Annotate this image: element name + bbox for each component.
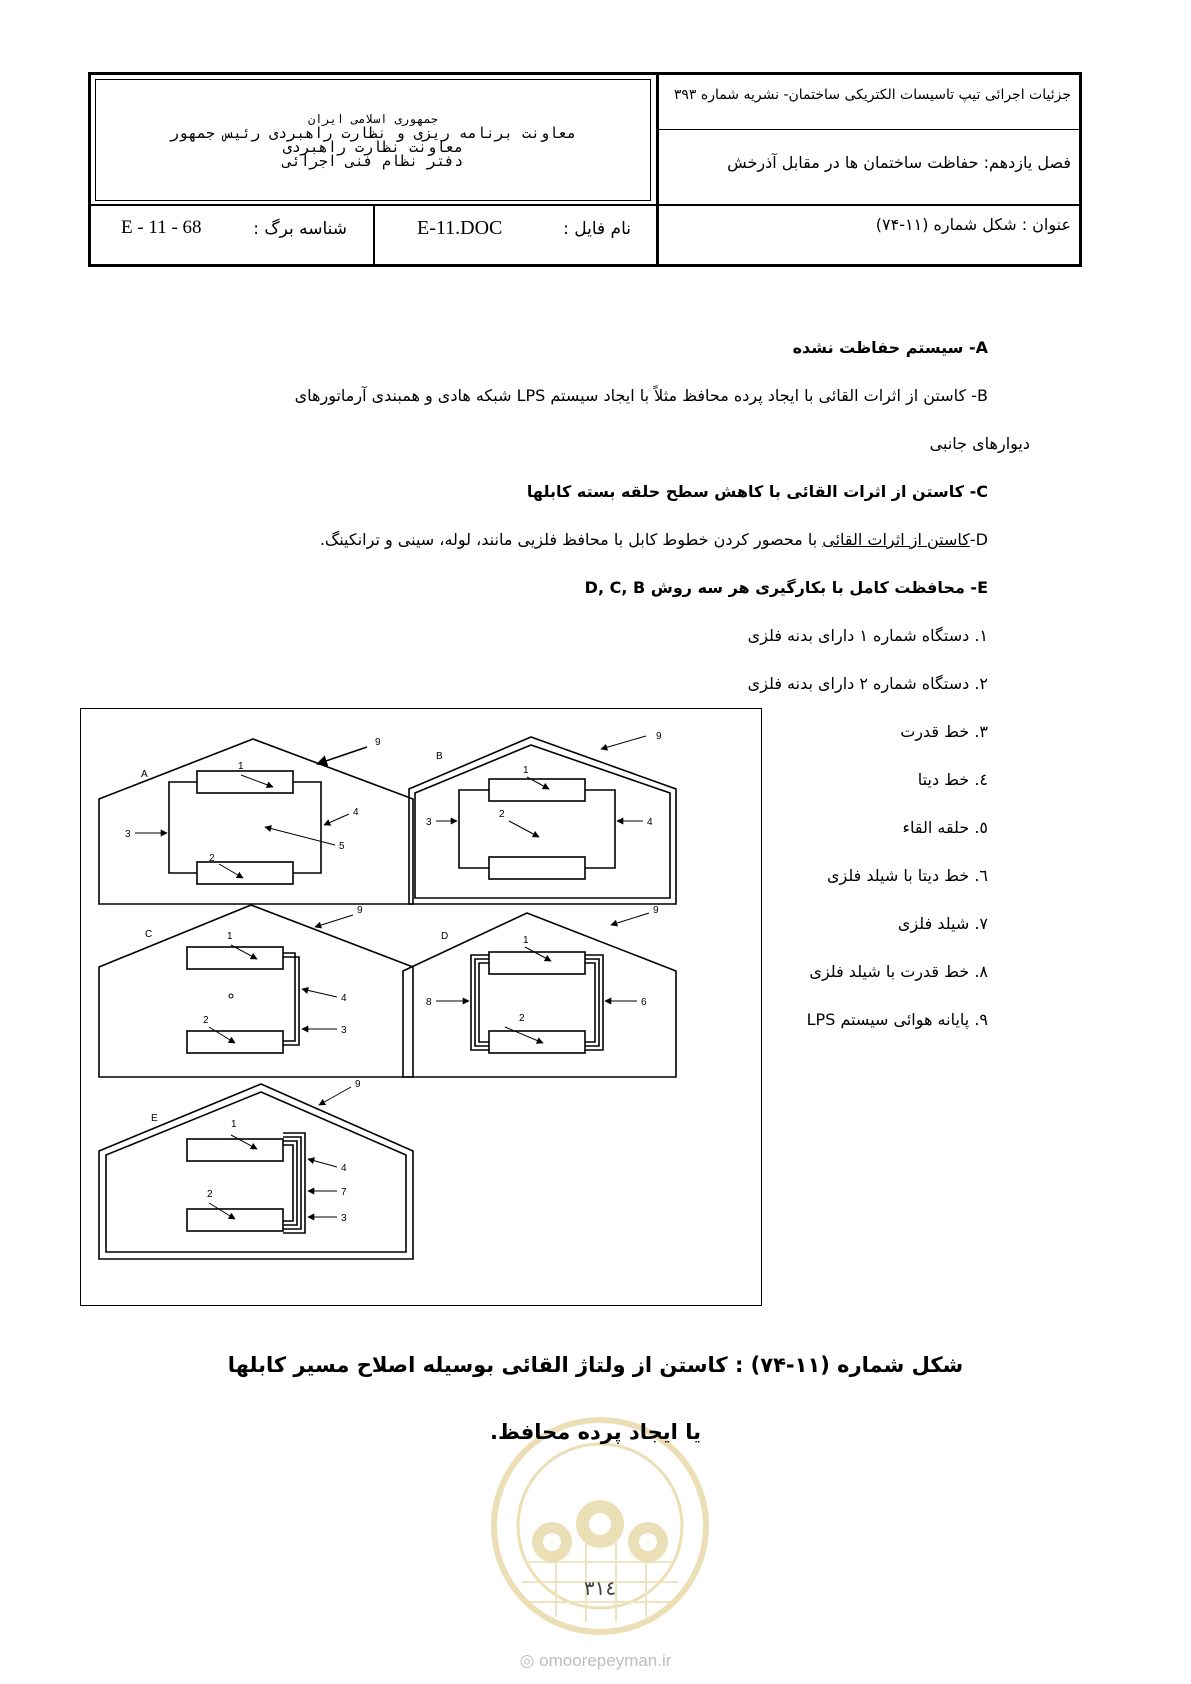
chapter-title: فصل یازدهم: حفاظت ساختمان ها در مقابل آذرخش [727,153,1071,172]
org-line-4: دفتر نظام فنی اجرائی [282,152,464,170]
svg-text:4: 4 [353,807,359,818]
panel-label-d: D [441,931,449,942]
header-divider-bottom-row [91,204,1082,206]
panel-a-device-2 [197,862,293,884]
panel-a-device-1 [197,771,293,793]
figure-box [80,708,762,1306]
panel-a-power-line [169,782,197,873]
item-e: E- محافظت کامل با بکارگیری هر سه روش D, C, B [584,578,988,597]
item-a: A- سیستم حفاظت نشده [792,338,988,357]
sheet-cell [95,217,369,257]
panel-e [99,1084,413,1259]
svg-text:5: 5 [339,841,345,852]
svg-text:3: 3 [125,829,131,840]
svg-text:2: 2 [207,1189,213,1200]
panel-label-c: C [145,929,153,940]
sheet-value: E - 11 - 68 [121,217,202,238]
caption-line-1: شکل شماره (۱۱-۷۴) : کاستن از ولتاژ القائی بوسیله اصلاح مسیر کابلها [227,1353,964,1377]
svg-text:2: 2 [519,1013,525,1024]
svg-text:9: 9 [653,905,659,916]
item-b-line1: B- کاستن از اثرات القائی با ایجاد پرده محافظ مثلاً با ایجاد سیستم LPS شبکه هادی و همبندی آرماتورهای [294,386,988,405]
file-label: نام فایل : [563,219,631,239]
svg-text:2: 2 [203,1015,209,1026]
panel-label-b: B [436,751,443,762]
svg-text:8: 8 [426,997,432,1008]
svg-text:2: 2 [499,809,505,820]
item-c: C- کاستن از اثرات القائی با کاهش سطح حلقه بسته کابلها [526,482,988,501]
svg-text:3: 3 [426,817,432,828]
organization-block [95,79,651,201]
item-d [320,530,988,549]
org-line-1: جمهوری اسلامی ایران [307,112,439,126]
legend-item-3: ۳. خط قدرت [900,722,988,741]
page-number: ۳۱٤ [583,1576,617,1600]
caption-line-2: یا ایجاد پرده محافظ. [490,1420,701,1444]
legend-item-8: ۸. خط قدرت با شیلد فلزی [809,962,988,981]
legend-item-7: ۷. شیلد فلزی [897,914,988,933]
panel-label-a: A [141,769,148,780]
svg-text:3: 3 [341,1213,347,1224]
file-value: E-11.DOC [417,217,503,239]
svg-text:2: 2 [209,853,215,864]
svg-text:1: 1 [227,931,233,942]
svg-text:7: 7 [341,1187,347,1198]
svg-text:1: 1 [238,761,244,772]
figure-drawing [81,709,763,1307]
legend-item-1: ۱. دستگاه شماره ۱ دارای بدنه فلزی [747,626,988,645]
svg-text:4: 4 [341,993,347,1004]
item-b-line2: دیوارهای جانبی [929,434,1030,453]
svg-text:4: 4 [647,817,653,828]
site-watermark: ◎ omoorepeyman.ir [519,1651,672,1670]
panel-a-data-line [293,782,321,873]
svg-text:3: 3 [341,1025,347,1036]
panel-a-arrow-9 [317,747,367,764]
svg-text:4: 4 [341,1163,347,1174]
item-d-prefix: D- [969,530,988,549]
sheet-label: شناسه برگ : [253,219,347,239]
legend-item-6: ٦. خط دیتا با شیلد فلزی [826,866,988,885]
panel-a-house [99,739,413,904]
svg-text:9: 9 [357,905,363,916]
org-line-3: معاونت نظارت راهبردی [282,138,464,156]
header-table [88,72,1082,267]
header-divider-right-top [659,129,1082,130]
legend-item-5: ٥. حلقه القاء [902,818,988,837]
org-line-2: معاونت برنامه ریزی و نظارت راهبردی رئیس جمهور [169,124,577,142]
svg-text:1: 1 [231,1119,237,1130]
header-divider-file [373,205,375,264]
svg-text:1: 1 [523,935,529,946]
svg-text:9: 9 [355,1079,361,1090]
svg-text:1: 1 [523,765,529,776]
svg-text:6: 6 [641,997,647,1008]
panel-b [409,736,676,904]
header-divider-vertical [656,75,659,264]
item-d-rest: با محصور کردن خطوط کابل با محافظ فلزیی مانند، لوله، سینی و ترانکینگ. [319,530,823,549]
svg-text:9: 9 [656,731,662,742]
panel-label-e: E [151,1113,158,1124]
legend-item-4: ٤. خط دیتا [917,770,988,789]
item-d-underlined: کاستن از اثرات القائی [822,530,970,549]
file-cell [391,217,653,257]
legend-item-2: ۲. دستگاه شماره ۲ دارای بدنه فلزی [747,674,988,693]
figure-title: عنوان : شکل شماره (۱۱-۷۴) [875,215,1071,234]
svg-text:9: 9 [375,737,381,748]
site-url: omoorepeyman.ir [539,1651,672,1670]
publication-title: جزئیات اجرائی تیپ تاسیسات الکتریکی ساختمان- نشریه شماره ۳۹۳ [673,87,1071,103]
panel-a [99,739,413,904]
legend-item-9: ۹. پایانه هوائی سیستم LPS [806,1010,988,1029]
watermark-logo [486,1412,714,1640]
